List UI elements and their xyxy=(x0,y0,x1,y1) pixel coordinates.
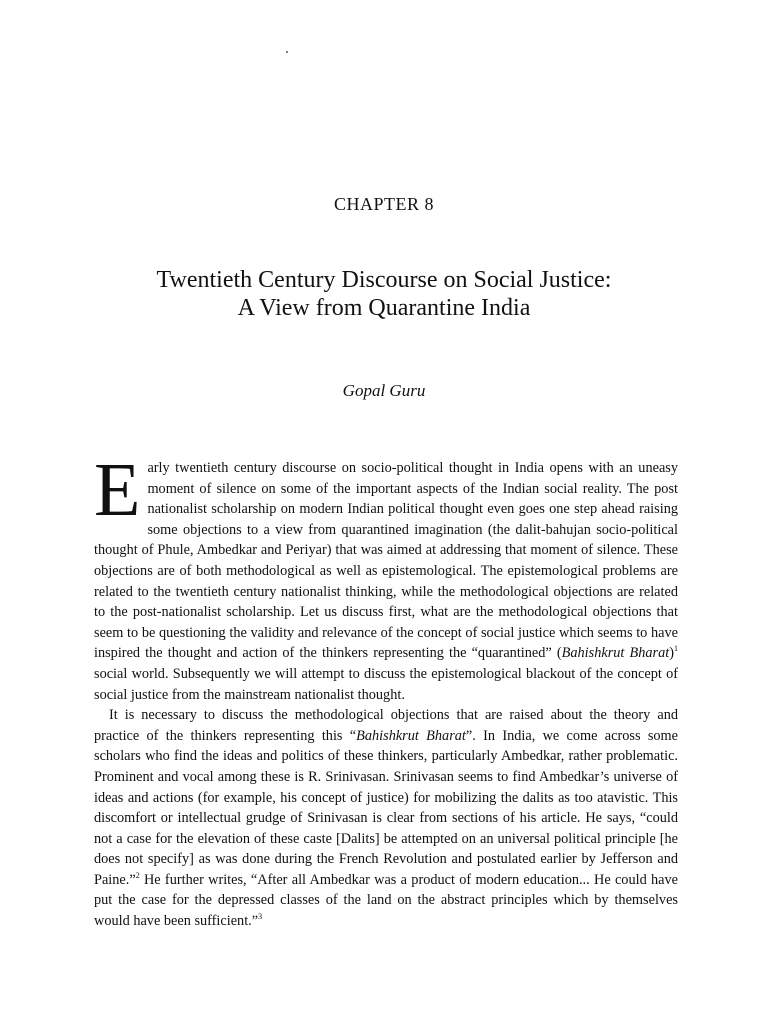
paragraph-1-text-a: arly twentieth century discourse on socio-political thought in India opens with an uneasy moment of silence on some of the important aspects of the Indian social reality. The post nationalist scholarship on modern Indian political thought even goes one step ahead raising some objections to a view from quarantined imagination (the dalit-bahujan socio-political thought of Phule, Ambedkar and Periyar) that was aimed at addressing that moment of silence. These objections are of both methodological as well as epistemological. The epistemological problems are related to the twentieth century nationalist thinking, while the methodological objections are related to the post-nationalist scholarship. Let us discuss first, what are the methodological objections that seem to be questioning the validity and relevance of the concept of social justice which seems to have inspired the thought and action of the thinkers representing the “quarantined” ( xyxy=(94,460,678,662)
paragraph-1-text-b: ) xyxy=(669,645,674,662)
scan-speck xyxy=(286,51,288,53)
paragraph-2-italic: Bahishkrut Bharat xyxy=(356,727,466,744)
footnote-marker-1: 1 xyxy=(674,644,678,654)
chapter-label: CHAPTER 8 xyxy=(333,194,434,214)
title-line-1: Twentieth Century Discourse on Social Justice: xyxy=(156,267,612,293)
paragraph-2 xyxy=(94,705,678,932)
author-name: Gopal Guru xyxy=(342,381,426,400)
paragraph-1 xyxy=(94,448,678,705)
footnote-marker-2: 2 xyxy=(135,871,140,881)
chapter-title xyxy=(0,266,768,322)
footnote-marker-3: 3 xyxy=(258,912,263,922)
paragraph-1-italic: Bahishkrut Bharat xyxy=(561,645,670,662)
paragraph-2-text-c: He further writes, “After all Ambedkar was a product of modern education... He could have put the case for the depressed classes of the land on the abstract principles which by themselves would have been sufficient.” xyxy=(94,871,678,930)
paragraph-1-text-c: social world. Subsequently we will attempt to discuss the epistemological blackout of the concept of social justice from the mainstream nationalist thought. xyxy=(94,665,678,703)
body-text xyxy=(94,448,678,932)
paragraph-2-text-a: It is necessary to discuss the methodological objections that are raised about the theory and practice of the thinkers representing this “ xyxy=(94,707,678,744)
paragraph-2-text-b: ”. In India, we come across some scholars who find the ideas and politics of these thinkers, particularly Ambedkar, rather problematic. Prominent and vocal among these is R. Srinivasan. Srinivasan seems to find Ambedkar’s universe of ideas and actions (for example, his concept of justice) for mobilizing the dalits as too atavistic. This discomfort or intellectual grudge of Srinivasan is clear from sections of his article. He says, “could not a case for the elevation of these caste [Dalits] be attempted on an universal political principle [he does not specify] as was done during the French Revolution and postulated earlier by Jefferson and Paine.” xyxy=(94,727,678,888)
drop-cap: E xyxy=(94,448,141,532)
title-line-2: A View from Quarantine India xyxy=(237,295,531,321)
